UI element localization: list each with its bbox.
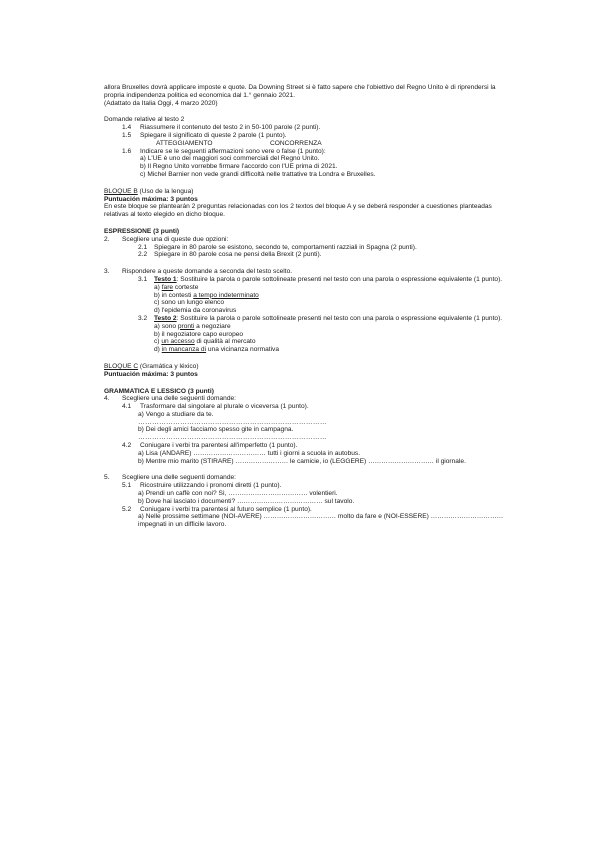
option-number: 2.2 (138, 251, 148, 259)
question-text: Scegliere una di queste due opzioni: (122, 235, 229, 243)
replace-item: a) fare corteste (154, 283, 199, 291)
option-item (104, 482, 540, 490)
option-number: 5.1 (122, 482, 132, 490)
question-item (104, 268, 540, 276)
statement: b) Il Regno Unito vorrebbe firmare l'accordo con l'UE prima di 2021. (140, 163, 338, 171)
replace-item: d) l'epidemia da coronavirus (154, 307, 237, 315)
option-text: : Sostituire la parola o parole sottolineate presenti nel testo con una parola o espressione equivalente (1 punto). (176, 275, 503, 283)
option-item (104, 506, 540, 514)
espressione-title: ESPRESSIONE (3 punti) (104, 227, 180, 235)
question-item (104, 236, 540, 244)
option-text: Ricostruire utilizzando i pronomi diretti (1 punto). (140, 482, 282, 490)
replace-item: d) in mancanza di una vicinanza normativa (154, 346, 279, 354)
vocab-word: ATTEGGIAMENTO (156, 139, 213, 147)
bloque-b-description: relativas al texto elegido en dicho bloque. (104, 211, 225, 219)
question-number: 4. (104, 395, 110, 403)
question-number: 3. (104, 268, 110, 276)
option-item (104, 315, 540, 323)
option-number: 3.1 (138, 275, 148, 283)
question-number: 1.6 (122, 147, 132, 155)
replace-item: c) un accesso di qualità al mercato (154, 338, 256, 346)
question-number: 2. (104, 235, 110, 243)
question-item (104, 132, 540, 140)
bloque-b-title: BLOQUE B (Uso de la lengua) (104, 187, 194, 195)
option-text: Trasformare dal singolare al plurale o viceversa (1 punto). (140, 403, 309, 411)
bloque-c-score: Puntuación máxima: 3 puntos (104, 370, 198, 378)
option-item (104, 251, 540, 259)
option-text: Spiegare in 80 parole se esistono, secondo te, comportamenti razziali in Spagna (2 punti). (154, 243, 417, 251)
replace-item: a) sono pronti a negoziare (154, 322, 231, 330)
statement: c) Michel Barnier non vede grandi difficoltà nelle trattative tra Londra e Bruxelles. (140, 170, 376, 178)
option-text: Coniugare i verbi tra parentesi all'imperfetto (1 punto). (140, 442, 298, 450)
exercise-item: a) Vengo a studiare da te. (138, 410, 214, 418)
option-number: 3.2 (138, 314, 148, 322)
replace-item: c) sono un lungo elenco (154, 299, 225, 307)
replace-item: b) in contesti a tempo indeterminato (154, 291, 259, 299)
question-text: Riassumere il contenuto del testo 2 in 50-100 parole (2 punti). (140, 124, 321, 132)
exercise-item: a) Lisa (ANDARE) …………………………… tutti i giorni a scuola in autobus. (138, 449, 361, 457)
option-number: 2.1 (138, 243, 148, 251)
section-heading: Domande relative al testo 2 (104, 116, 185, 124)
word-pair (104, 140, 540, 148)
option-item (104, 244, 540, 252)
option-text: Coniugare i verbi tra parentesi al futuro semplice (1 punto). (140, 505, 312, 513)
question-item (104, 124, 540, 132)
exercise-item: impegnati in un difficile lavoro. (138, 521, 227, 529)
option-number: 4.2 (122, 442, 132, 450)
question-item (104, 395, 540, 403)
bloque-b-description: En este bloque se plantearán 2 preguntas relacionadas con los 2 textos del bloque A y se deberá responder a cuestiones planteadas (104, 203, 492, 211)
source-citation: (Adattato da Italia Oggi, 4 marzo 2020) (104, 99, 218, 107)
statement: a) L'UE è uno dei maggiori soci commerciali del Regno Unito. (140, 155, 320, 163)
question-text: Indicare se le seguenti affermazioni sono vere o false (1 punto): (140, 147, 326, 155)
option-text: : Sostituire la parola o parole sottolineate presenti nel testo con una parola o espressione equivalente (1 punto). (176, 314, 503, 322)
intro-line: propria indipendenza politica ed economica dal 1.° gennaio 2021. (104, 91, 296, 99)
question-text: Spiegare il significato di queste 2 parole (1 punto). (140, 131, 287, 139)
testo-label: Testo 1 (154, 275, 177, 283)
question-item (104, 148, 540, 156)
option-item (104, 442, 540, 450)
question-number: 1.4 (122, 124, 132, 132)
question-item (104, 474, 540, 482)
question-text: Rispondere a queste domande a seconda del testo scelto. (122, 268, 293, 276)
grammatica-title: GRAMMATICA E LESSICO (3 punti) (104, 387, 214, 395)
option-number: 4.1 (122, 403, 132, 411)
question-text: Scegliere una delle seguenti domande: (122, 474, 237, 482)
exercise-item: b) Dei degli amici facciamo spesso gite in campagna. (138, 426, 294, 434)
bloque-b-score: Puntuación máxima: 3 puntos (104, 195, 198, 203)
exercise-item: b) Mentre mio marito (STIRARE) …………………… le camicie, io (LEGGERE) ………………………… il giornale. (138, 457, 466, 465)
replace-item: b) il negoziatore capo europeo (154, 330, 244, 338)
question-number: 5. (104, 474, 110, 482)
vocab-word: CONCORRENZA (270, 139, 322, 147)
exercise-item: a) Nelle prossime settimane (NOI-AVERE) …………………………… molto da fare e (NOI-ESSERE) …………………………… (138, 513, 504, 521)
bloque-c-title: BLOQUE C (Gramática y léxico) (104, 362, 199, 370)
option-text: Spiegare in 80 parole cosa ne pensi della Brexit (2 punti). (154, 251, 322, 259)
exercise-item: b) Dove hai lasciato i documenti? ………………………………… sul tavolo. (138, 497, 355, 505)
answer-blank: ……………………………………………………………………… (138, 418, 327, 426)
question-number: 1.5 (122, 131, 132, 139)
option-item (104, 276, 540, 284)
answer-blank: ……………………………………………………………………… (138, 434, 327, 442)
question-text: Scegliere una delle seguenti domande: (122, 395, 237, 403)
option-number: 5.2 (122, 505, 132, 513)
intro-line: allora Bruxelles dovrà applicare imposte e quote. Da Downing Street si è fatto sapere che l'obiettivo del Regno Unito è di riprendersi la (104, 84, 496, 91)
exercise-item: a) Prendi un caffè con noi? Sì, ……………………………… volentieri. (138, 490, 338, 498)
testo-label: Testo 2 (154, 314, 177, 322)
option-item (104, 403, 540, 411)
